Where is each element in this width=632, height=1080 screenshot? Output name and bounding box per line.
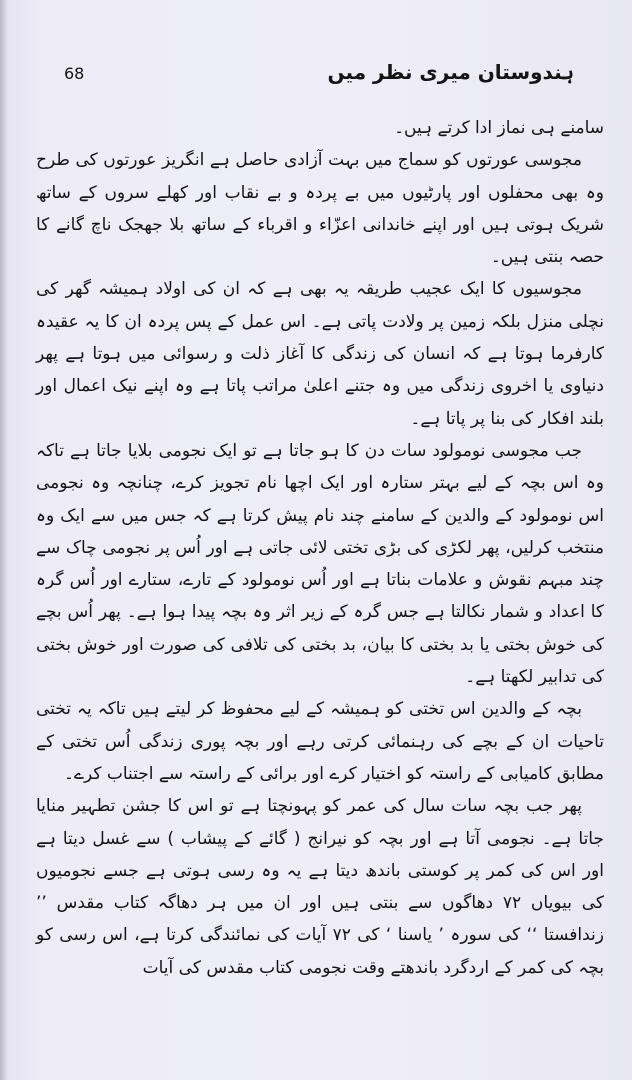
paragraph: بچہ کے والدین اس تختی کو ہمیشہ کے لیے محفوظ کر لیتے ہیں تاکہ یہ تختی تاحیات ان کے بچے کی رہنمائی کرتی رہے اور بچہ پوری زندگی اُس تختی کے مطابق کامیابی کے راستہ کو اختیار کرے اور برائی کے راستہ سے اجتناب کرے۔ [36, 699, 604, 784]
paragraph: جب مجوسی نومولود سات دن کا ہو جاتا ہے تو ایک نجومی بلایا جاتا ہے تاکہ وہ اس بچہ کے لیے بہتر ستارہ اور ایک اچھا نام تجویز کرے، چنانچہ وہ نجومی اس نومولود کے والدین کے سامنے چند نام پیش کرتا ہے کہ جس میں سے ایک وہ منتخب کرلیں، پھر لکڑی کی بڑی تختی لائی جاتی ہے اور اُس پر نجومی چاک سے چند مبہم نقوش و علامات بناتا ہے اور اُس نومولود کے تارے، ستارے اور اُس گرہ کا اعداد و شمار نکالتا ہے جس گرہ کے زیر اثر وہ بچہ پیدا ہوا ہے۔ پھر اُس بچے کی خوش بختی یا بد بختی کا بیان، بد بختی کی تلافی کی صورت اور خوش بختی کی تدابیر لکھتا ہے۔ [36, 440, 604, 688]
paragraph: سامنے ہی نماز ادا کرتے ہیں۔ [394, 118, 604, 138]
paragraph: پھر جب بچہ سات سال کی عمر کو پہونچتا ہے تو اس کا جشن تطہیر منایا جاتا ہے۔ نجومی آتا ہے اور بچہ کو نیرانج ( گائے کے پیشاب ) سے غسل دیتا ہے اور اس کی کمر پر کوستی باندھ دیتا ہے یہ وہ رسی ہوتی ہے جسے نجومیوں کی بیویاں ۷۲ دھاگوں سے بنتی ہیں اور ان میں ہر دھاگہ کتاب مقدس ’’ زندافستا ‘‘ کی سورہ ’ یاسنا ‘ کی ۷۲ آیات کی نمائندگی کرتا ہے، اس رسی کو بچہ کی کمر کے اردگرد باندھتے وقت نجومی کتاب مقدس کی آیات [36, 796, 604, 978]
page-number: 68 [64, 64, 85, 83]
running-title: ہندوستان میری نظر میں [327, 60, 574, 84]
page-edge-shadow [0, 0, 8, 1080]
page-header [64, 60, 574, 96]
paragraph: مجوسی عورتوں کو سماج میں بہت آزادی حاصل ہے انگریز عورتوں کی طرح وہ بھی محفلوں اور پارٹیوں میں بے پردہ و بے نقاب اور کھلے سروں کے ساتھ شریک ہوتی ہیں اور اپنے خاندانی اعزّاء و اقرباء کے ساتھ بلا جھجک ناچ گانے کا حصہ بنتی ہیں۔ [36, 150, 604, 268]
paragraph: مجوسیوں کا ایک عجیب طریقہ یہ بھی ہے کہ ان کی اولاد ہمیشہ گھر کی نچلی منزل بلکہ زمین پر ولادت پاتی ہے۔ اس عمل کے پس پردہ ان کا یہ عقیدہ کارفرما ہوتا ہے کہ انسان کی زندگی کا آغاز ذلت و رسوائی میں ہوتا ہے پھر دنیاوی یا اخروی زندگی میں وہ جتنے اعلیٰ مراتب پاتا ہے وہ اپنے نیک اعمال اور بلند افکار کی بنا پر پاتا ہے۔ [36, 279, 604, 429]
body-text [36, 112, 604, 984]
